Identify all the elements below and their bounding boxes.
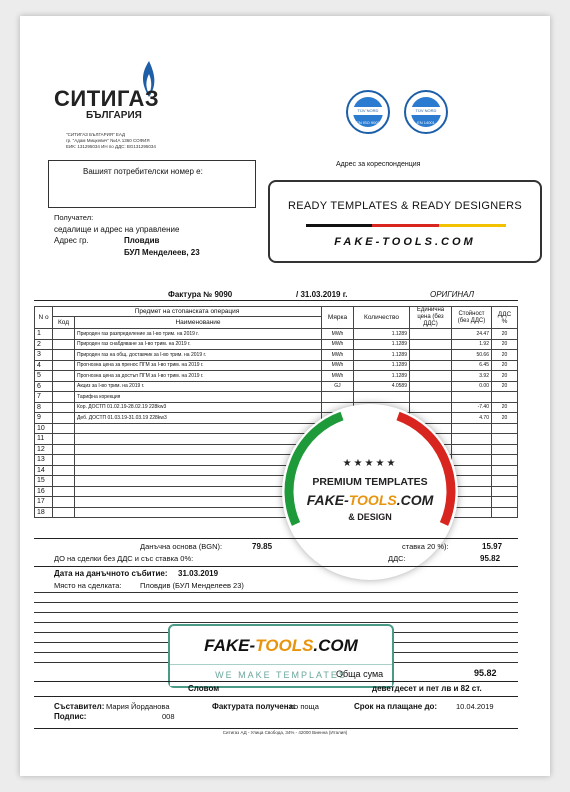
row-number: 6 — [35, 381, 53, 392]
col-qty: Количество — [354, 307, 410, 329]
certificate-1 — [346, 90, 390, 134]
invoice-original: ОРИГИНАЛ — [430, 290, 474, 299]
correspondence-address-title: Адрес за кореспонденция — [336, 161, 421, 168]
divider — [34, 728, 518, 729]
row-unit-price — [410, 329, 452, 340]
row-qty: 1.1289 — [354, 329, 410, 340]
row-number: 9 — [35, 413, 53, 424]
watermark-line3: & DESIGN — [348, 512, 392, 522]
divider — [34, 300, 518, 301]
due-value: 10.04.2019 — [456, 702, 494, 711]
certificate-seal-icon: TÜV NORD EN 14001 — [404, 90, 448, 134]
table-row — [35, 360, 518, 371]
row-code — [53, 339, 75, 350]
row-number: 10 — [35, 423, 53, 434]
row-number: 4 — [35, 360, 53, 371]
vat-rate-label: ставка 20 %): — [402, 542, 449, 551]
event-date-value: 31.03.2019 — [178, 569, 219, 578]
banner-title: READY TEMPLATES & READY DESIGNERS — [287, 200, 523, 212]
row-vat — [492, 423, 518, 434]
place-value: Пловдив (БУЛ Менделеев 23) — [140, 581, 244, 590]
row-code — [53, 465, 75, 476]
row-number: 5 — [35, 371, 53, 382]
words-value: деветдесет и пет лв и 82 ст. — [372, 684, 482, 693]
row-value: 0.00 — [452, 381, 492, 392]
row-value: -7.40 — [452, 402, 492, 413]
customer-number-box — [48, 160, 256, 208]
row-name: Прогнозна цена за пренос ПГМ за I-во трим. на 2019 г. — [75, 360, 322, 371]
row-unit: MWh — [322, 350, 354, 361]
company-logo-sub: БЪЛГАРИЯ — [86, 110, 142, 121]
total-vat-value: 95.82 — [480, 554, 501, 563]
row-vat — [492, 392, 518, 403]
row-unit-price — [410, 339, 452, 350]
row-number: 14 — [35, 465, 53, 476]
row-number: 2 — [35, 339, 53, 350]
row-value: 24.47 — [452, 329, 492, 340]
table-row — [35, 350, 518, 361]
row-number: 11 — [35, 434, 53, 445]
row-vat — [492, 434, 518, 445]
place-label: Място на сделката: — [54, 581, 122, 590]
company-line: ЕИК: 131295034 ИН по ДДС: BG131295034 — [66, 144, 156, 149]
company-line: гр. "Адам Мицкевич" №4А 1360 СОФИЯ — [66, 138, 150, 143]
row-vat — [492, 486, 518, 497]
row-value: 4.70 — [452, 413, 492, 424]
row-code — [53, 392, 75, 403]
row-vat — [492, 497, 518, 508]
row-code — [53, 497, 75, 508]
row-vat: 20 — [492, 371, 518, 382]
row-vat — [492, 444, 518, 455]
col-subject: Предмет на стопанската операция — [53, 307, 322, 317]
row-value — [452, 392, 492, 403]
customer-street: БУЛ Менделеев, 23 — [124, 248, 200, 257]
table-row — [35, 339, 518, 350]
certificate-seal-icon: TÜV NORD EN ISO 9001 — [346, 90, 390, 134]
total-vat-label: ДДС: — [388, 554, 406, 563]
col-name: Наименование — [75, 317, 322, 329]
row-code — [53, 381, 75, 392]
col-n: N о — [35, 307, 53, 329]
company-logo: СИТИГАЗ — [54, 86, 160, 111]
row-unit: MWh — [322, 360, 354, 371]
row-code — [53, 402, 75, 413]
words-label: Словом — [188, 684, 220, 693]
col-code: Код — [53, 317, 75, 329]
row-vat: 20 — [492, 413, 518, 424]
row-code — [53, 507, 75, 518]
row-unit-price — [410, 392, 452, 403]
row-code — [53, 360, 75, 371]
row-unit: MWh — [322, 329, 354, 340]
no-vat-label: ДО на сделки без ДДС и със ставка 0%: — [54, 554, 194, 563]
row-unit — [322, 392, 354, 403]
recipient-label: Получател: — [54, 213, 94, 222]
row-unit-price — [410, 371, 452, 382]
row-number: 18 — [35, 507, 53, 518]
row-name: Деб. ДОСТП 01.03.19-31.03.19 228kw3 — [75, 413, 322, 424]
received-value: по поща — [290, 702, 319, 711]
col-unit-price: Единична цена (без ДДС) — [410, 307, 452, 329]
row-vat: 20 — [492, 339, 518, 350]
banner-subtitle: FAKE-TOOLS.COM — [334, 236, 476, 248]
row-name: Прогнозна цена за достъп ПГМ за I-во трим. на 2019 г. — [75, 371, 322, 382]
row-qty: 1.1289 — [354, 360, 410, 371]
watermark-box-title: FAKE-TOOLS.COM — [204, 636, 358, 655]
watermark-stars: ★★★★★ — [342, 458, 398, 469]
row-value: 3.92 — [452, 371, 492, 382]
row-code — [53, 486, 75, 497]
divider — [34, 681, 518, 682]
row-vat — [492, 465, 518, 476]
divider — [34, 696, 518, 697]
row-number: 15 — [35, 476, 53, 487]
vat-rate-value: 15.97 — [482, 542, 503, 551]
row-vat: 20 — [492, 360, 518, 371]
total-value: 95.82 — [474, 668, 497, 678]
table-row — [35, 392, 518, 403]
row-number: 1 — [35, 329, 53, 340]
col-unit: Мярка — [322, 307, 354, 329]
author-value: Мария Йорданова — [106, 702, 170, 711]
col-vat: ДДС % — [492, 307, 518, 329]
row-name: Акциз за I-во трим. на 2019 г. — [75, 381, 322, 392]
row-number: 7 — [35, 392, 53, 403]
row-code — [53, 444, 75, 455]
divider — [34, 566, 518, 567]
tax-base-label: Данъчна основа (BGN): — [140, 542, 223, 551]
row-code — [53, 423, 75, 434]
certificate-2 — [404, 90, 448, 134]
invoice-date: / 31.03.2019 г. — [296, 290, 348, 299]
row-code — [53, 476, 75, 487]
premium-watermark — [282, 404, 458, 580]
row-qty — [354, 392, 410, 403]
row-unit-price — [410, 381, 452, 392]
total-label: Обща сума — [336, 669, 384, 679]
row-qty: 1.1289 — [354, 339, 410, 350]
row-unit-price — [410, 350, 452, 361]
row-code — [53, 350, 75, 361]
row-code — [53, 329, 75, 340]
row-code — [53, 413, 75, 424]
company-info — [66, 132, 156, 150]
footer-address: Ситигаз АД - Улица Свобода, 34% - 42000 Виенна (Италия) — [222, 730, 348, 735]
company-line: "СИТИГАЗ БЪЛГАРИЯ" ЕАД — [66, 132, 126, 137]
row-number: 3 — [35, 350, 53, 361]
sign-value: 008 — [162, 712, 175, 721]
row-vat: 20 — [492, 381, 518, 392]
banner-stripes — [306, 224, 506, 227]
row-number: 17 — [35, 497, 53, 508]
row-name: Природен газ разпределение за I-во трим. на 2019 г. — [75, 329, 322, 340]
row-code — [53, 455, 75, 466]
row-vat: 20 — [492, 329, 518, 340]
row-number: 16 — [35, 486, 53, 497]
row-unit: MWh — [322, 371, 354, 382]
watermark-line1: PREMIUM TEMPLATES — [312, 476, 428, 488]
invoice-number: Фактура № 9090 — [168, 290, 233, 299]
row-vat — [492, 507, 518, 518]
address-label: Адрес гр. — [54, 236, 89, 245]
row-code — [53, 371, 75, 382]
row-number: 8 — [35, 402, 53, 413]
due-label: Срок на плащане до: — [354, 702, 438, 711]
tax-base-value: 79.85 — [252, 542, 273, 551]
watermark-line2: FAKE-TOOLS.COM — [306, 492, 434, 508]
row-qty: 1.1289 — [354, 371, 410, 382]
row-number: 12 — [35, 444, 53, 455]
customer-city: Пловдив — [124, 236, 160, 245]
hq-label: седалище и адрес на управление — [54, 225, 180, 234]
row-unit: MWh — [322, 339, 354, 350]
invoice-page — [20, 16, 550, 776]
received-label: Фактурата получена: — [212, 702, 296, 711]
row-qty: 4.0589 — [354, 381, 410, 392]
event-date-label: Дата на данъчното събитие: — [54, 569, 168, 578]
row-unit: GJ — [322, 381, 354, 392]
row-name: Тарифна корекция — [75, 392, 322, 403]
author-label: Съставител: — [54, 702, 105, 711]
row-vat: 20 — [492, 402, 518, 413]
row-unit-price — [410, 360, 452, 371]
col-value: Стойност (без ДДС) — [452, 307, 492, 329]
row-name: Природен газ снабдяване за I-во трим. на 2019 г. — [75, 339, 322, 350]
row-number: 13 — [35, 455, 53, 466]
customer-number-label: Вашият потребителски номер е: — [83, 167, 203, 176]
sign-label: Подпис: — [54, 712, 87, 721]
row-value: 1.92 — [452, 339, 492, 350]
table-row — [35, 381, 518, 392]
table-row — [35, 329, 518, 340]
row-name: Природен газ на общ. доставчик за I-во трим. на 2019 г. — [75, 350, 322, 361]
table-row — [35, 371, 518, 382]
row-qty: 1.1289 — [354, 350, 410, 361]
divider — [34, 538, 518, 539]
row-name: Кор. ДОСТП 01.02.19-28.02.19 228kw3 — [75, 402, 322, 413]
row-vat — [492, 455, 518, 466]
row-value: 50.66 — [452, 350, 492, 361]
watermark-box-sub: WE MAKE TEMPLATES — [215, 670, 347, 680]
row-vat: 20 — [492, 350, 518, 361]
ready-templates-banner — [268, 180, 542, 263]
row-vat — [492, 476, 518, 487]
row-value: 6.45 — [452, 360, 492, 371]
row-code — [53, 434, 75, 445]
